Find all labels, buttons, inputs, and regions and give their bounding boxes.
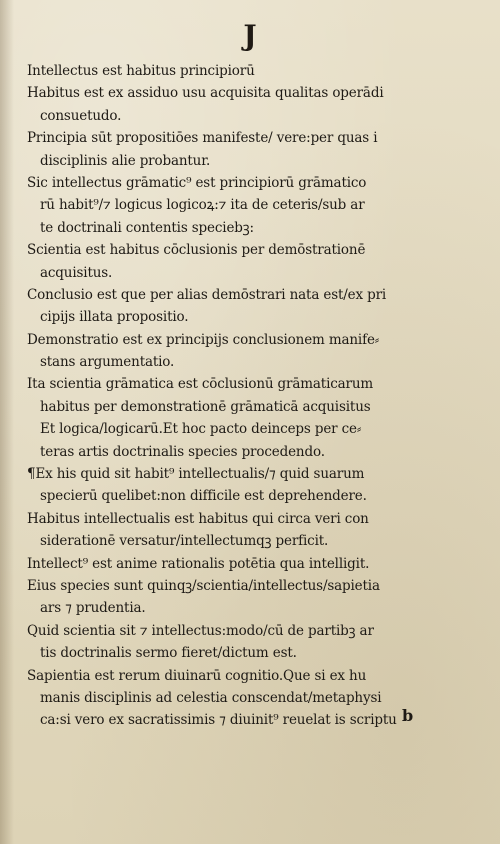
text-line: Habitus intellectualis est habitus qui circa veri con <box>27 510 369 527</box>
text-line: Conclusio est que per alias demōstrari nata est/ex pri <box>27 286 387 303</box>
text-line: tis doctrinalis sermo fieret/dictum est. <box>40 645 297 662</box>
text-line: Sapientia est rerum diuinarū cognitio.Que si ex hu <box>27 667 367 684</box>
text-line: teras artis doctrinalis species procedendo. <box>40 443 325 460</box>
text-line: cipijs illata propositio. <box>40 309 189 326</box>
text-line: Scientia est habitus cōclusionis per demōstrationē <box>27 242 366 259</box>
text-line: Demonstratio est ex principijs conclusionem manife⸗ <box>27 331 380 348</box>
text-line: ca:si vero ex sacratissimis ⁊ diuinit⁹ reuelat is scriptu <box>40 712 397 729</box>
text-line: Eius species sunt quinqꝫ/scientia/intellectus/sapietia <box>27 577 380 594</box>
text-line: ¶Ex his quid sit habit⁹ intellectualis/⁊ quid suarum <box>27 466 365 483</box>
text-line: Intellectus est habitus principiorū <box>27 63 255 79</box>
text-line: rū habit⁹/⁊ logicus logicoꝝ:⁊ ita de ceteris/sub ar <box>40 197 365 214</box>
text-line: Et logica/logicarū.Et hoc pacto deinceps per ce⸗ <box>40 421 362 438</box>
text-line: specierū quelibet:non difficile est deprehendere. <box>40 488 367 505</box>
text-line: Principia sūt propositiōes manifeste/ vere:per quas i <box>27 130 378 147</box>
page-signature-mark: J <box>243 19 257 52</box>
text-line: Intellect⁹ est anime rationalis potētia qua intelligit. <box>27 555 370 572</box>
text-line: habitus per demonstrationē grāmaticā acquisitus <box>40 398 371 415</box>
text-line: stans argumentatio. <box>40 354 175 371</box>
text-line: ars ⁊ prudentia. <box>40 600 146 617</box>
text-line: manis disciplinis ad celestia conscendat/metaphysi <box>40 689 382 706</box>
body-text <box>27 60 482 732</box>
text-line: Ita scientia grāmatica est cōclusionū grāmaticarum <box>27 376 374 393</box>
text-line: Habitus est ex assiduo usu acquisita qualitas operādi <box>27 85 384 102</box>
text-line: Quid scientia sit ⁊ intellectus:modo/cū de partibꝫ ar <box>27 622 374 639</box>
text-line: te doctrinali contentis speciebꝫ: <box>40 219 254 236</box>
text-line: consuetudo. <box>40 107 122 124</box>
text-line: Sic intellectus grāmatic⁹ est principiorū grāmatico <box>27 174 367 191</box>
text-line: siderationē versatur/intellectumqꝫ perficit. <box>40 533 329 550</box>
text-line: disciplinis alie probantur. <box>40 152 211 169</box>
catchword: b <box>402 706 414 725</box>
text-line: acquisitus. <box>40 264 113 281</box>
